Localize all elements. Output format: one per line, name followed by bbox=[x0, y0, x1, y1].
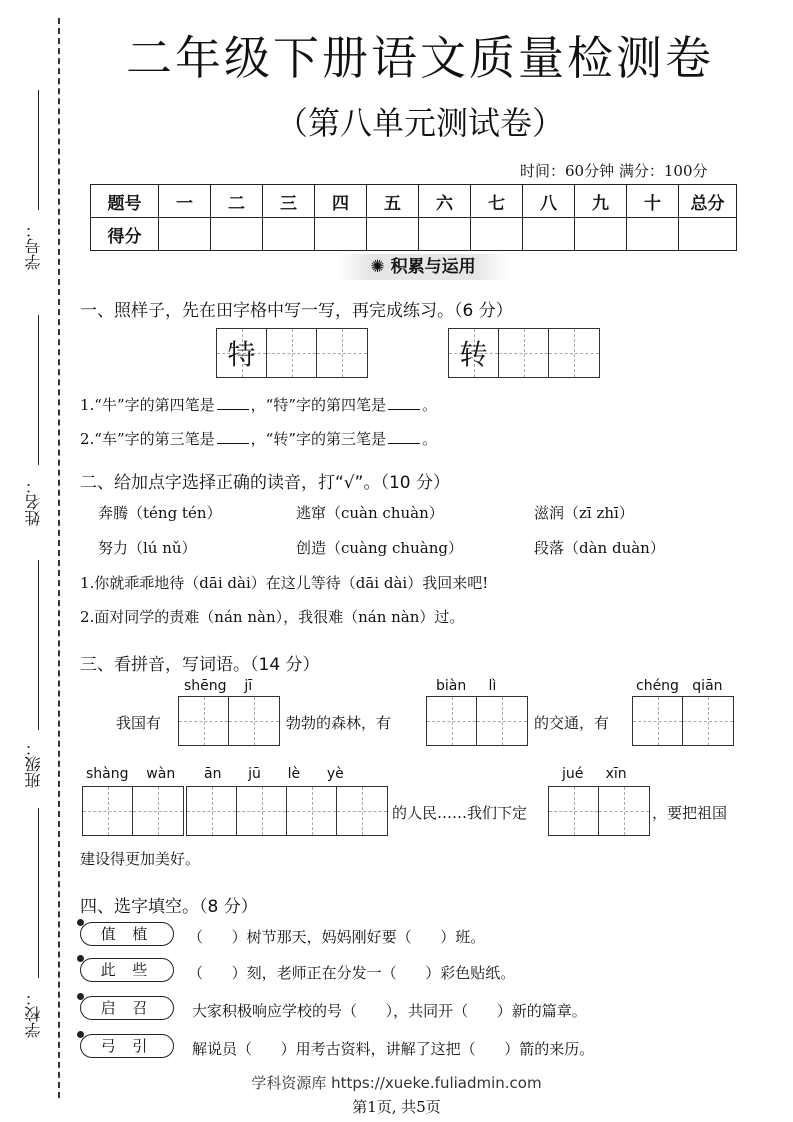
q3-text: ，要把祖国 bbox=[652, 804, 728, 822]
tianzige-cell[interactable] bbox=[317, 329, 367, 377]
page-subtitle: （第八单元测试卷） bbox=[275, 104, 564, 142]
class-label: 班级： bbox=[24, 740, 43, 788]
score-cell[interactable] bbox=[315, 218, 367, 251]
q2-sentence-1[interactable]: 1.你就乖乖地待（dāi dài）在这儿等待（dāi dài）我回来吧! bbox=[80, 574, 489, 592]
tianzige-cell[interactable] bbox=[499, 329, 549, 377]
tianzige-cell[interactable] bbox=[187, 787, 237, 835]
char-choice-pill: 弓 引 bbox=[80, 1034, 174, 1058]
pinyin-option[interactable]: 段落（dàn duàn） bbox=[534, 539, 665, 557]
school-label: 学校： bbox=[24, 990, 43, 1038]
q4-sentence[interactable]: （ ）树节那天，妈妈刚好要（ ）班。 bbox=[188, 928, 486, 946]
student-id-label: 学号： bbox=[24, 222, 43, 270]
word-grid bbox=[548, 786, 650, 836]
tianzige-cell[interactable] bbox=[179, 697, 229, 745]
source-watermark: 学科资源库 https://xueke.fuliadmin.com bbox=[251, 1074, 542, 1092]
answer-blank[interactable] bbox=[388, 429, 420, 444]
tianzige-cell[interactable] bbox=[633, 697, 683, 745]
q3-text: 勃勃的森林，有 bbox=[286, 714, 392, 732]
tianzige-cell[interactable] bbox=[83, 787, 133, 835]
score-header-cell: 八 bbox=[523, 185, 575, 218]
pinyin-option[interactable]: 创造（cuàng chuàng） bbox=[296, 539, 463, 557]
char-choice-pill: 启 召 bbox=[80, 996, 174, 1020]
tianzige-grid-te bbox=[216, 328, 368, 378]
score-cell[interactable] bbox=[263, 218, 315, 251]
score-cell[interactable] bbox=[211, 218, 263, 251]
exam-meta: 时间：60分钟 满分：100分 bbox=[520, 162, 708, 180]
pinyin-option[interactable]: 努力（lú nǔ） bbox=[98, 539, 197, 557]
section-title: 积累与运用 bbox=[390, 257, 476, 277]
score-header-cell: 四 bbox=[315, 185, 367, 218]
pinyin-prompt: jué xīn bbox=[562, 766, 627, 782]
class-line bbox=[38, 560, 39, 730]
score-cell[interactable] bbox=[471, 218, 523, 251]
q3-text: 我国有 bbox=[116, 714, 162, 732]
tianzige-cell[interactable] bbox=[683, 697, 733, 745]
tianzige-cell bbox=[217, 329, 267, 377]
tianzige-cell[interactable] bbox=[549, 787, 599, 835]
q3-text: 建设得更加美好。 bbox=[80, 850, 201, 868]
tianzige-cell[interactable] bbox=[237, 787, 287, 835]
q3-text: 的人民……我们下定 bbox=[392, 804, 528, 822]
pinyin-prompt: chéng qiān bbox=[636, 678, 723, 694]
page-title: 二年级下册语文质量检测卷 bbox=[126, 31, 714, 85]
q1-line-1-text-c: 。 bbox=[422, 396, 438, 414]
pinyin-prompt: shàng wàn bbox=[86, 766, 176, 782]
score-header-cell: 九 bbox=[575, 185, 627, 218]
school-line bbox=[38, 808, 39, 978]
score-cell[interactable] bbox=[679, 218, 737, 251]
score-cell[interactable] bbox=[419, 218, 471, 251]
answer-blank[interactable] bbox=[217, 395, 249, 410]
score-row-label: 得分 bbox=[91, 218, 159, 251]
word-grid bbox=[186, 786, 388, 836]
tianzige-cell[interactable] bbox=[477, 697, 527, 745]
score-header-cell: 六 bbox=[419, 185, 471, 218]
name-line bbox=[38, 315, 39, 465]
tianzige-grid-zhuan bbox=[448, 328, 600, 378]
model-char: 转 bbox=[459, 338, 488, 371]
score-header-cell: 题号 bbox=[91, 185, 159, 218]
word-grid bbox=[82, 786, 184, 836]
score-header-cell: 一 bbox=[159, 185, 211, 218]
pinyin-option[interactable]: 滋润（zī zhī） bbox=[534, 504, 634, 522]
word-grid bbox=[178, 696, 280, 746]
score-header-cell: 总分 bbox=[679, 185, 737, 218]
student-id-line bbox=[38, 90, 39, 210]
tianzige-cell[interactable] bbox=[229, 697, 279, 745]
score-cell[interactable] bbox=[159, 218, 211, 251]
tianzige-cell bbox=[449, 329, 499, 377]
q4-sentence[interactable]: 解说员（ ）用考古资料，讲解了这把（ ）箭的来历。 bbox=[192, 1040, 595, 1058]
char-choice-pill: 值 植 bbox=[80, 922, 174, 946]
tianzige-cell[interactable] bbox=[287, 787, 337, 835]
q3-text: 的交通，有 bbox=[534, 714, 610, 732]
binding-dashed-line bbox=[58, 18, 60, 1098]
q1-title: 一、照样子，先在田字格中写一写，再完成练习。（6 分） bbox=[80, 301, 513, 321]
section-banner bbox=[338, 254, 508, 280]
name-label: 姓名： bbox=[24, 478, 43, 526]
q1-line-2-text-b: ，“转”字的第三笔是 bbox=[250, 430, 386, 448]
answer-blank[interactable] bbox=[217, 429, 249, 444]
pinyin-prompt: shēng jī bbox=[184, 678, 253, 694]
pinyin-prompt: biàn lì bbox=[436, 678, 497, 694]
tianzige-cell[interactable] bbox=[337, 787, 387, 835]
q1-line-2-text-a: 2.“车”字的第三笔是 bbox=[80, 430, 215, 448]
score-header-cell: 二 bbox=[211, 185, 263, 218]
tianzige-cell[interactable] bbox=[599, 787, 649, 835]
score-cell[interactable] bbox=[367, 218, 419, 251]
char-choice-pill: 此 些 bbox=[80, 958, 174, 982]
q1-line-1-text-b: ，“特”字的第四笔是 bbox=[250, 396, 386, 414]
score-cell[interactable] bbox=[523, 218, 575, 251]
pinyin-option[interactable]: 奔腾（téng tén） bbox=[98, 504, 222, 522]
q4-title: 四、选字填空。（8 分） bbox=[80, 897, 258, 917]
score-table-header-row bbox=[91, 185, 737, 218]
q2-sentence-2[interactable]: 2.面对同学的责难（nán nàn），我很难（nán nàn）过。 bbox=[80, 608, 465, 626]
word-grid bbox=[426, 696, 528, 746]
model-char: 特 bbox=[227, 338, 256, 371]
score-cell[interactable] bbox=[575, 218, 627, 251]
score-header-cell: 七 bbox=[471, 185, 523, 218]
q1-line-1-text-a: 1.“牛”字的第四笔是 bbox=[80, 396, 215, 414]
answer-blank[interactable] bbox=[388, 395, 420, 410]
score-header-cell: 五 bbox=[367, 185, 419, 218]
q1-line-2-text-c: 。 bbox=[422, 430, 438, 448]
pinyin-prompt: ān jū lè yè bbox=[204, 766, 344, 782]
q3-title: 三、看拼音，写词语。（14 分） bbox=[80, 655, 320, 675]
q1-line-2 bbox=[80, 428, 437, 449]
tianzige-cell[interactable] bbox=[133, 787, 183, 835]
q2-title: 二、给加点字选择正确的读音，打“√”。（10 分） bbox=[80, 473, 450, 493]
q4-sentence[interactable]: （ ）刻，老师正在分发一（ ）彩色贴纸。 bbox=[188, 964, 516, 982]
score-table bbox=[90, 184, 737, 251]
score-cell[interactable] bbox=[627, 218, 679, 251]
pinyin-option[interactable]: 逃窜（cuàn chuàn） bbox=[296, 504, 444, 522]
score-header-cell: 十 bbox=[627, 185, 679, 218]
tianzige-cell[interactable] bbox=[549, 329, 599, 377]
q1-line-1 bbox=[80, 394, 437, 415]
tianzige-cell[interactable] bbox=[267, 329, 317, 377]
word-grid bbox=[632, 696, 734, 746]
q4-sentence[interactable]: 大家积极响应学校的号（ ），共同开（ ）新的篇章。 bbox=[192, 1002, 587, 1020]
tianzige-cell[interactable] bbox=[427, 697, 477, 745]
score-header-cell: 三 bbox=[263, 185, 315, 218]
score-table-score-row bbox=[91, 218, 737, 251]
sun-icon: ✺ bbox=[370, 257, 391, 277]
page-number: 第1页, 共5页 bbox=[352, 1098, 441, 1116]
